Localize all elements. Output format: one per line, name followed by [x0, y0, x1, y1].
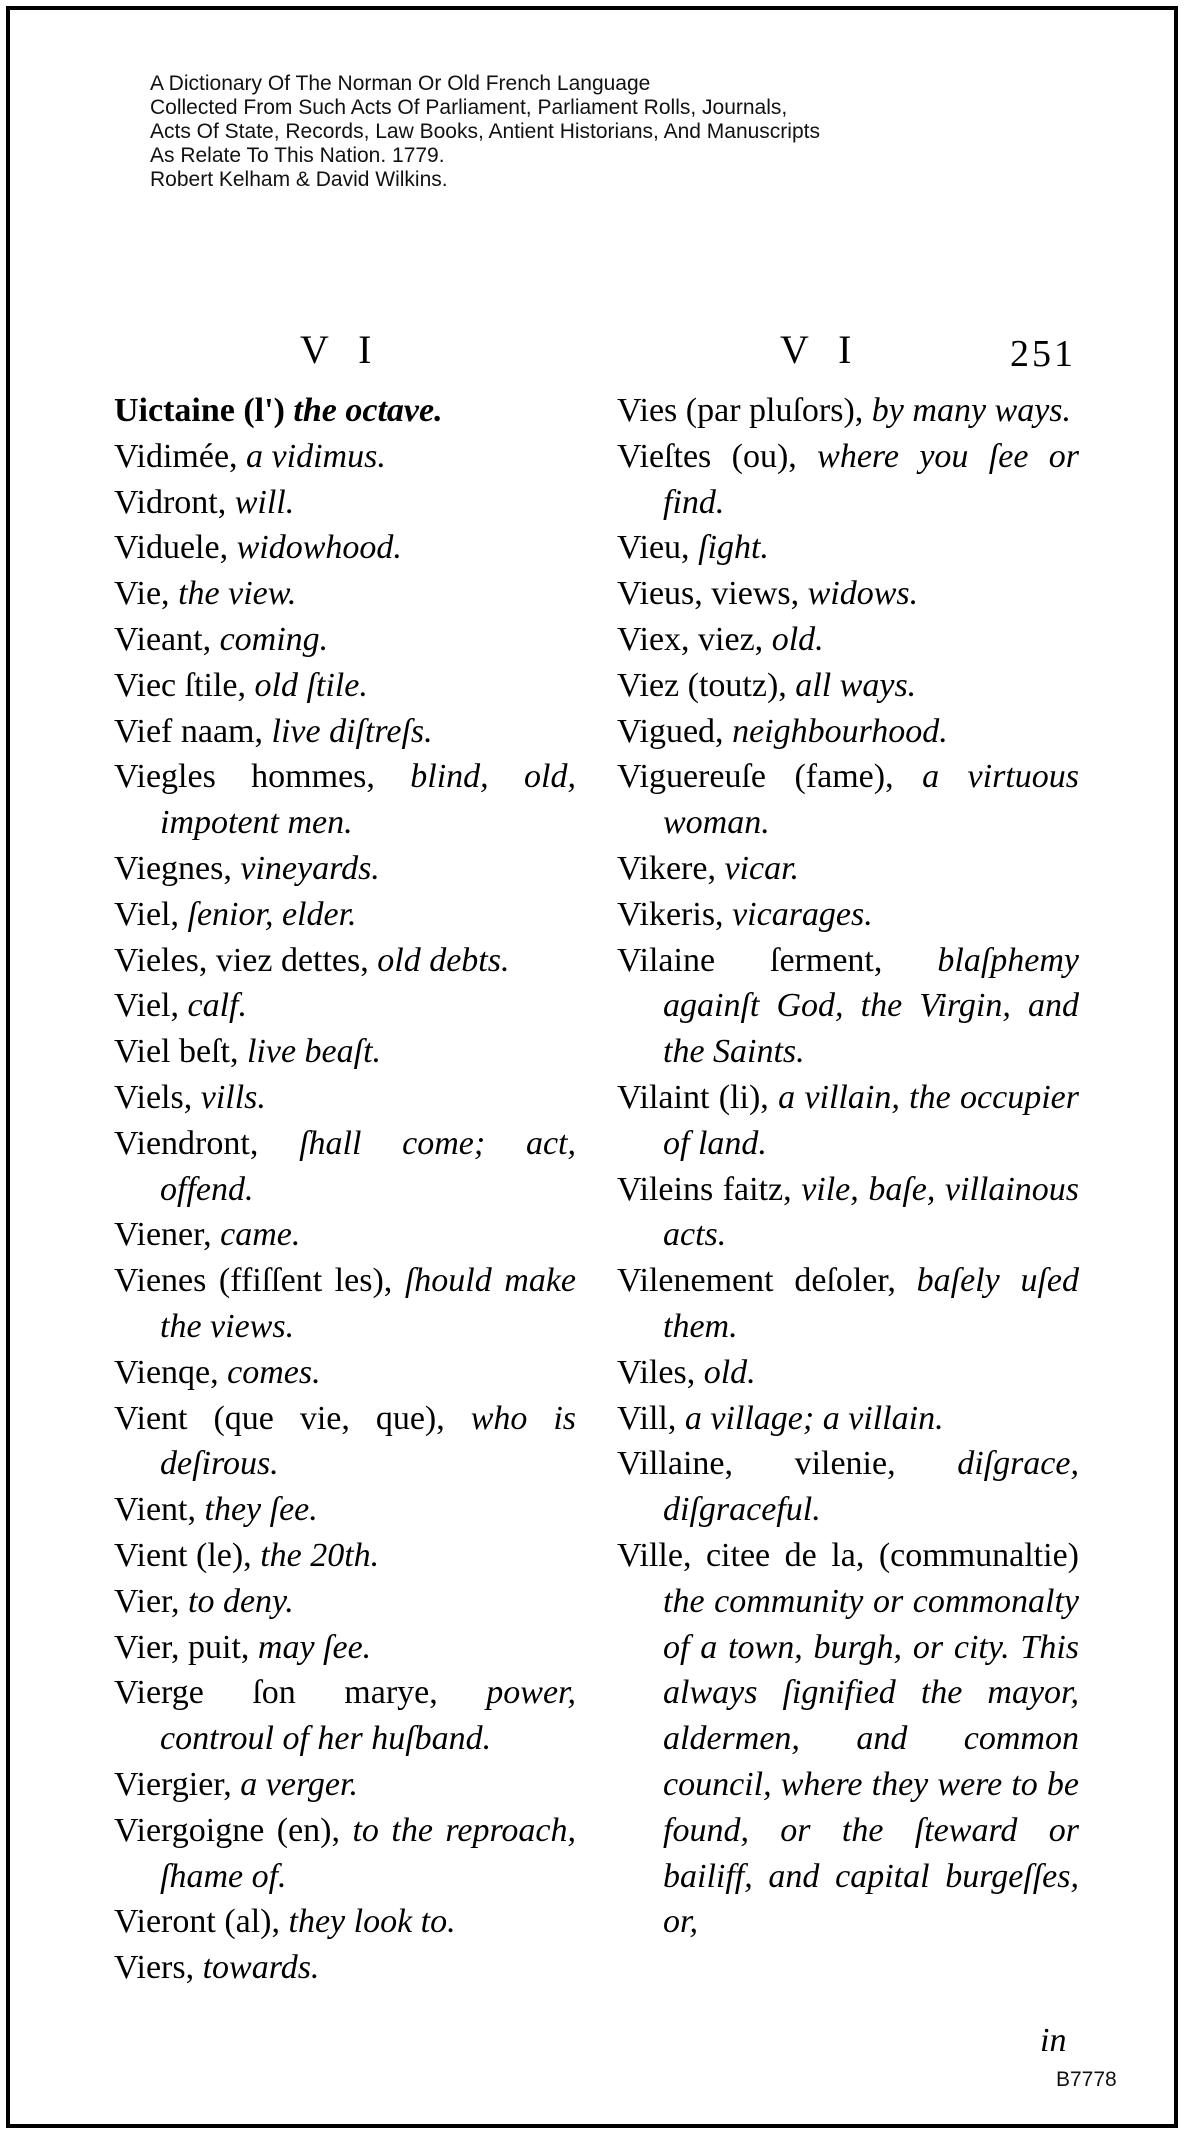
- dictionary-entry: [617, 892, 1079, 938]
- definition: widows.: [807, 575, 919, 613]
- headword: Villaine, vilenie,: [617, 1445, 896, 1483]
- definition: a villain, the occupier of land.: [663, 1078, 1079, 1162]
- definition: they look to.: [288, 1903, 456, 1941]
- dictionary-entry: [114, 983, 576, 1029]
- dictionary-entry: [114, 1533, 576, 1579]
- caption-line: Robert Kelham & David Wilkins.: [150, 168, 448, 191]
- headword: Vient,: [114, 1491, 196, 1529]
- headword: Viel,: [114, 895, 179, 933]
- headword: Vieſtes (ou),: [617, 437, 797, 475]
- headword: Vienes (ffiſſent les),: [114, 1262, 393, 1300]
- dictionary-entry: [114, 1121, 576, 1213]
- dictionary-entry: [114, 1579, 576, 1625]
- headword: Vie,: [114, 575, 170, 613]
- headword: Vierge ſon marye,: [114, 1674, 438, 1712]
- page-number: 251: [1010, 333, 1076, 375]
- headword: Viener,: [114, 1216, 212, 1254]
- headword: Viec ſtile,: [114, 666, 247, 704]
- dictionary-entry: [617, 754, 1079, 846]
- dictionary-entry: [114, 1075, 576, 1121]
- definition: diſgrace, diſgraceful.: [663, 1445, 1079, 1529]
- definition: all ways.: [795, 666, 917, 704]
- dictionary-entry: [114, 1899, 576, 1945]
- headword: Vidimée,: [114, 437, 238, 475]
- dictionary-entry: [114, 571, 576, 617]
- headword: Viez (toutz),: [617, 666, 787, 704]
- definition: came.: [220, 1216, 301, 1254]
- right-running-head: V I: [780, 327, 862, 372]
- dictionary-entry: [617, 1350, 1079, 1396]
- headword: Vigued,: [617, 712, 724, 750]
- definition: will.: [234, 483, 295, 521]
- definition: ſhall come; act, offend.: [160, 1124, 577, 1208]
- headword: Vikere,: [617, 849, 716, 887]
- headword: Vilaine ſerment,: [617, 941, 883, 979]
- caption-line: As Relate To This Nation. 1779.: [150, 144, 445, 167]
- definition: the community or commonalty of a town, burgh, or city. This always ſignified the mayor, aldermen, and common council, where they were to be found, or the ſteward or bailiff, and capital burgeſſes, or,: [663, 1582, 1079, 1941]
- headword: Viers,: [114, 1949, 195, 1987]
- headword: Uictaine (l'): [114, 392, 285, 429]
- headword: Vieus, views,: [617, 575, 800, 613]
- headword: Vikeris,: [617, 895, 724, 933]
- headword: Vidront,: [114, 483, 227, 521]
- definition: live diſtreſs.: [271, 712, 433, 750]
- left-running-head: V I: [300, 327, 382, 372]
- headword: Viex, viez,: [617, 620, 764, 658]
- dictionary-entry: [114, 663, 576, 709]
- reference-code: B7778: [1056, 2068, 1117, 2091]
- headword: Vieront (al),: [114, 1903, 280, 1941]
- headword: Vieles, viez dettes,: [114, 941, 369, 979]
- definition: comes.: [227, 1353, 321, 1391]
- dictionary-entry: [617, 571, 1079, 617]
- definition: by many ways.: [871, 392, 1072, 429]
- headword: Vier, puit,: [114, 1628, 250, 1666]
- headword: Viles,: [617, 1353, 696, 1391]
- definition: power, controul of her huſband.: [160, 1674, 577, 1758]
- headword: Viergoigne (en),: [114, 1811, 340, 1849]
- definition: a virtuous woman.: [663, 758, 1079, 842]
- catchword: in: [1040, 2022, 1067, 2059]
- dictionary-entry: [114, 1029, 576, 1075]
- definition: to deny.: [188, 1582, 294, 1620]
- dictionary-entry: [114, 1670, 576, 1762]
- dictionary-entry: [617, 617, 1079, 663]
- headword: Vient (le),: [114, 1536, 252, 1574]
- headword: Vief naam,: [114, 712, 263, 750]
- dictionary-entry: [114, 480, 576, 526]
- definition: ſight.: [698, 529, 769, 567]
- definition: the octave.: [293, 392, 443, 429]
- caption-line: Collected From Such Acts Of Parliament, Parliament Rolls, Journals,: [150, 96, 788, 119]
- definition: old.: [771, 620, 824, 658]
- headword: Vilaint (li),: [617, 1078, 769, 1116]
- dictionary-entry: [114, 1762, 576, 1808]
- definition: vicar.: [724, 849, 800, 887]
- definition: old debts.: [377, 941, 510, 979]
- dictionary-entry: [114, 1808, 576, 1900]
- definition: the view.: [178, 575, 297, 613]
- dictionary-entry: [114, 846, 576, 892]
- dictionary-entry: [114, 892, 576, 938]
- headword: Viendront,: [114, 1124, 259, 1162]
- definition: blind, old, impotent men.: [160, 758, 576, 842]
- definition: blaſphemy againſt God, the Virgin, and the Saints.: [663, 941, 1080, 1071]
- headword: Vilenement deſoler,: [617, 1262, 896, 1300]
- headword: Vill,: [617, 1399, 677, 1437]
- dictionary-entry: [617, 388, 1079, 434]
- definition: live beaſt.: [246, 1033, 382, 1071]
- headword: Vies (par pluſors),: [617, 392, 864, 429]
- definition: to the reproach, ſhame of.: [160, 1811, 577, 1895]
- definition: where you ſee or find.: [663, 437, 1079, 521]
- definition: vills.: [200, 1078, 266, 1116]
- dictionary-entry: [617, 525, 1079, 571]
- headword: Viel,: [114, 987, 179, 1025]
- headword: Vieant,: [114, 620, 212, 658]
- definition: vicarages.: [732, 895, 873, 933]
- definition: vile, baſe, villainous acts.: [663, 1170, 1080, 1254]
- caption-line: A Dictionary Of The Norman Or Old French Language: [150, 72, 651, 95]
- definition: vineyards.: [240, 849, 380, 887]
- headword: Viels,: [114, 1078, 193, 1116]
- headword: Vieu,: [617, 529, 690, 567]
- dictionary-entry: [617, 1533, 1079, 1945]
- headword: Viergier,: [114, 1765, 232, 1803]
- definition: a verger.: [240, 1765, 358, 1803]
- headword: Viduele,: [114, 529, 229, 567]
- dictionary-entry: [617, 709, 1079, 755]
- dictionary-entry: [114, 1350, 576, 1396]
- dictionary-entry: [617, 434, 1079, 526]
- headword: Ville, citee de la, (communaltie): [617, 1536, 1079, 1574]
- headword: Viegnes,: [114, 849, 232, 887]
- dictionary-entry: [114, 1258, 576, 1350]
- headword: Viguereuſe (fame),: [617, 758, 894, 796]
- book-caption: [150, 72, 1050, 192]
- dictionary-entry: [114, 1487, 576, 1533]
- dictionary-entry: [617, 1075, 1079, 1167]
- headword: Vier,: [114, 1582, 180, 1620]
- definition: may ſee.: [257, 1628, 372, 1666]
- headword: Viel beſt,: [114, 1033, 239, 1071]
- dictionary-entry: [617, 938, 1079, 1075]
- definition: calf.: [187, 987, 247, 1025]
- definition: ſenior, elder.: [187, 895, 357, 933]
- definition: towards.: [202, 1949, 320, 1987]
- definition: widowhood.: [236, 529, 402, 567]
- dictionary-entry: [617, 1167, 1079, 1259]
- dictionary-entry: [114, 1945, 576, 1991]
- definition: ſhould make the views.: [160, 1262, 576, 1345]
- dictionary-entry: [114, 754, 576, 846]
- definition: neighbourhood.: [732, 712, 948, 750]
- definition: a vidimus.: [246, 437, 386, 475]
- definition: baſely uſed them.: [663, 1262, 1080, 1345]
- headword: Viegles hommes,: [114, 758, 375, 796]
- definition: the 20th.: [260, 1536, 380, 1574]
- dictionary-entry: [114, 434, 576, 480]
- left-column: [114, 388, 576, 1991]
- dictionary-entry: [617, 846, 1079, 892]
- definition: old.: [703, 1353, 756, 1391]
- dictionary-entry: [114, 1396, 576, 1488]
- dictionary-entry: [114, 617, 576, 663]
- definition: coming.: [219, 620, 329, 658]
- headword: Vileins faitz,: [617, 1170, 792, 1208]
- right-column: [617, 388, 1079, 1945]
- dictionary-entry: [617, 1396, 1079, 1442]
- dictionary-entry: [114, 709, 576, 755]
- dictionary-entry: [114, 525, 576, 571]
- definition: old ſtile.: [254, 666, 368, 704]
- dictionary-entry: [617, 1441, 1079, 1533]
- caption-line: Acts Of State, Records, Law Books, Antient Historians, And Manuscripts: [150, 120, 820, 143]
- dictionary-entry: [114, 1212, 576, 1258]
- dictionary-entry: [617, 663, 1079, 709]
- dictionary-entry: [114, 1625, 576, 1671]
- dictionary-entry: [114, 938, 576, 984]
- definition: who is deſirous.: [160, 1399, 577, 1483]
- dictionary-entry: [617, 1258, 1079, 1350]
- definition: they ſee.: [204, 1491, 318, 1529]
- dictionary-entry: [114, 388, 576, 434]
- headword: Vient (que vie, que),: [114, 1399, 445, 1437]
- definition: a village; a villain.: [684, 1399, 944, 1437]
- headword: Vienqe,: [114, 1353, 219, 1391]
